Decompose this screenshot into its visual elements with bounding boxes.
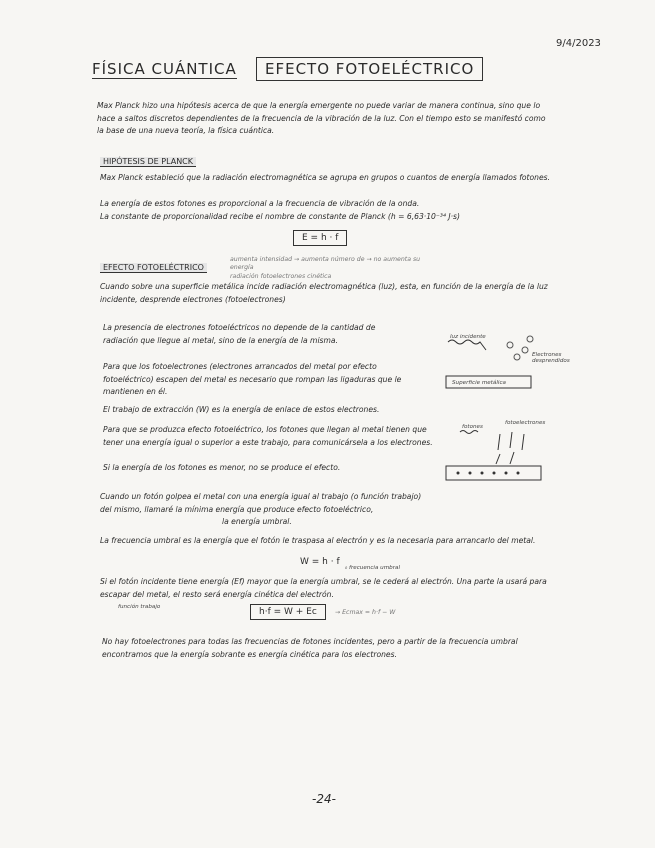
electron-icon	[522, 347, 528, 353]
light-wave-icon	[448, 340, 486, 350]
effect-para-5: Para que se produzca efecto fotoeléctrico, los fotones que llegan al metal tienen que tener una energía igual o superior a este trabajo, para comunicársela a los electrones.	[103, 425, 433, 447]
effect-para-7a: Cuando un fotón golpea el metal con una energía igual al trabajo (o función trabajo)	[100, 492, 422, 501]
effect-para-6: Si la energía de los fotones es menor, no se produce el efecto.	[103, 463, 341, 472]
planck-line-1: Max Planck estableció que la radiación electromagnética se agrupa en grupos o cuantos de energía llamados fotones.	[100, 173, 551, 182]
effect-para-8: La frecuencia umbral es la energía que el fotón le traspasa al electrón y es la necesaria para arrancarlo del metal.	[100, 536, 536, 545]
effect-para-7c: la energía umbral.	[222, 517, 292, 526]
planck-line-3: La constante de proporcionalidad recibe el nombre de constante de Planck (h = 6,63·10⁻³⁴ J·s)	[100, 212, 460, 221]
diagram2-electrons-label: fotoelectrones	[505, 420, 546, 426]
work-function-label: función trabajo	[118, 604, 161, 610]
electron-icon	[527, 336, 533, 342]
subject-title: FÍSICA CUÁNTICA	[92, 60, 237, 78]
planck-formula: E = h · f	[293, 230, 347, 246]
electron-icon	[507, 342, 513, 348]
effect-para-2: La presencia de electrones fotoeléctricos no depende de la cantidad de radiación que llegue al metal, sino de la energía de la misma.	[103, 323, 376, 345]
main-formula: h·f = W + Ec	[250, 604, 326, 620]
effect-side-note-a: aumenta intensidad → aumenta número de → no aumenta su energía	[230, 256, 421, 271]
planck-line-2: La energía de estos fotones es proporcional a la frecuencia de vibración de la onda.	[100, 199, 420, 208]
page-number: -24-	[312, 792, 336, 806]
effect-heading: EFECTO FOTOELÉCTRICO	[100, 263, 207, 273]
threshold-formula: W = h · f	[300, 557, 340, 567]
diagram2-photons-label: fotones	[462, 424, 483, 430]
effect-para-10: No hay fotoelectrones para todas las frecuencias de fotones incidentes, pero a partir de la frecuencia umbral encontramos que la energía sobrante es energía cinética para los electrones.	[102, 637, 518, 659]
effect-para-3: Para que los fotoelectrones (electrones arrancados del metal por efecto fotoeléctrico) escapen del metal es necesario que rompan las ligaduras que le mantienen en él.	[103, 362, 402, 397]
effect-para-9: Si el fotón incidente tiene energía (Ef) mayor que la energía umbral, se le cederá al electrón. Una parte la usará para escapar del metal, el resto será energía cinética del electrón.	[100, 577, 547, 599]
intro-paragraph: Max Planck hizo una hipótesis acerca de que la energía emergente no puede variar de manera continua, sino que lo hace a saltos discretos dependientes de la frecuencia de la vibración de la luz. Con el tiempo esto se manifestó como la base de una nueva teoría, la física cuántica.	[97, 101, 546, 136]
topic-title: EFECTO FOTOELÉCTRICO	[256, 57, 483, 81]
effect-side-note-b: radiación fotoelectrones cinética	[230, 273, 332, 280]
effect-para-4: El trabajo de extracción (W) es la energía de enlace de estos electrones.	[103, 405, 380, 414]
diagram1-electrons-label: Electrones desprendidos	[532, 352, 570, 364]
planck-heading: HIPÓTESIS DE PLANCK	[100, 157, 196, 167]
photoelectric-diagram-2	[440, 420, 545, 485]
date: 9/4/2023	[556, 38, 601, 49]
diagram1-metal-label: Superficie metálica	[452, 380, 506, 386]
main-formula-note: → Ecmax = h·f − W	[335, 609, 396, 616]
electron-icon	[514, 354, 520, 360]
diagram1-light-label: luz incidente	[450, 334, 486, 340]
threshold-formula-note: ₀ frecuencia umbral	[345, 565, 401, 571]
light-wave-icon	[460, 431, 478, 434]
effect-para-7b: del mismo, llamaré la mínima energía que produce efecto fotoeléctrico,	[100, 505, 374, 514]
effect-para-1: Cuando sobre una superficie metálica incide radiación electromagnética (luz), esta, en función de la energía de la luz incidente, desprende electrones (fotoelectrones)	[100, 282, 548, 304]
